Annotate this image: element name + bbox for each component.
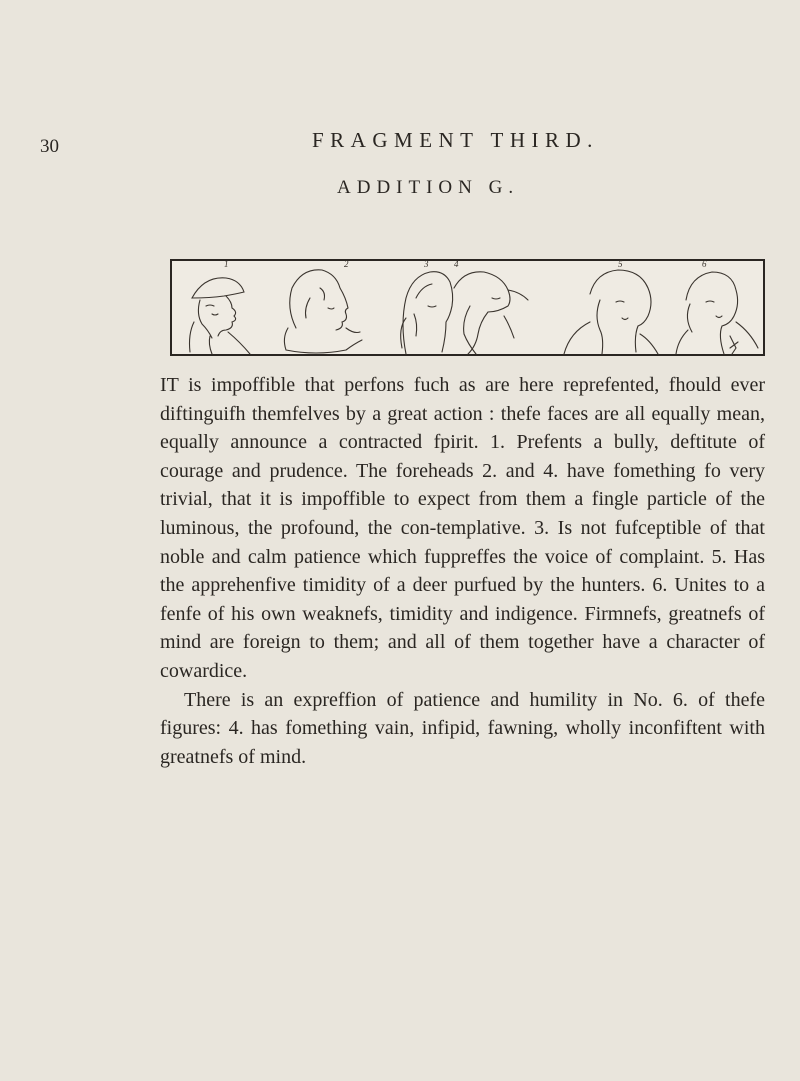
figure-number-3: 3 xyxy=(424,259,429,269)
figure-number-5: 5 xyxy=(618,259,623,269)
engraved-plate-six-profiles xyxy=(170,258,765,356)
figure-number-4: 4 xyxy=(454,259,459,269)
section-heading: ADDITION G. xyxy=(337,177,520,198)
figure-number-6: 6 xyxy=(702,259,707,269)
page-number: 30 xyxy=(40,136,59,157)
body-text xyxy=(160,371,765,771)
figure-number-2: 2 xyxy=(344,259,349,269)
paragraph: IT is impoffible that perfons fuch as are here reprefented, fhould ever diftinguifh themfelves by a great action : thefe faces are all equally mean, equally announce a contracted fpirit. 1. Prefents a bully, deftitute of courage and prudence. The foreheads 2. and 4. have fomething fo very trivial, that it is impoffible to expect from them a fingle particle of the luminous, the profound, the con-templative. 3. Is not fufceptible of that noble and calm patience which fuppreffes the voice of complaint. 5. Has the apprehenfive timidity of a deer purfued by the hunters. 6. Unites to a fenfe of his own weaknefs, timidity and indigence. Firmnefs, greatnefs of mind are foreign to them; and all of them together have a character of cowardice. xyxy=(160,374,765,682)
running-title: FRAGMENT THIRD. xyxy=(312,128,599,152)
figure-number-1: 1 xyxy=(224,259,229,269)
paragraph: There is an expreffion of patience and humility in No. 6. of thefe figures: 4. has fomething vain, infipid, fawning, wholly inconfiftent with greatnefs of mind. xyxy=(160,688,765,768)
